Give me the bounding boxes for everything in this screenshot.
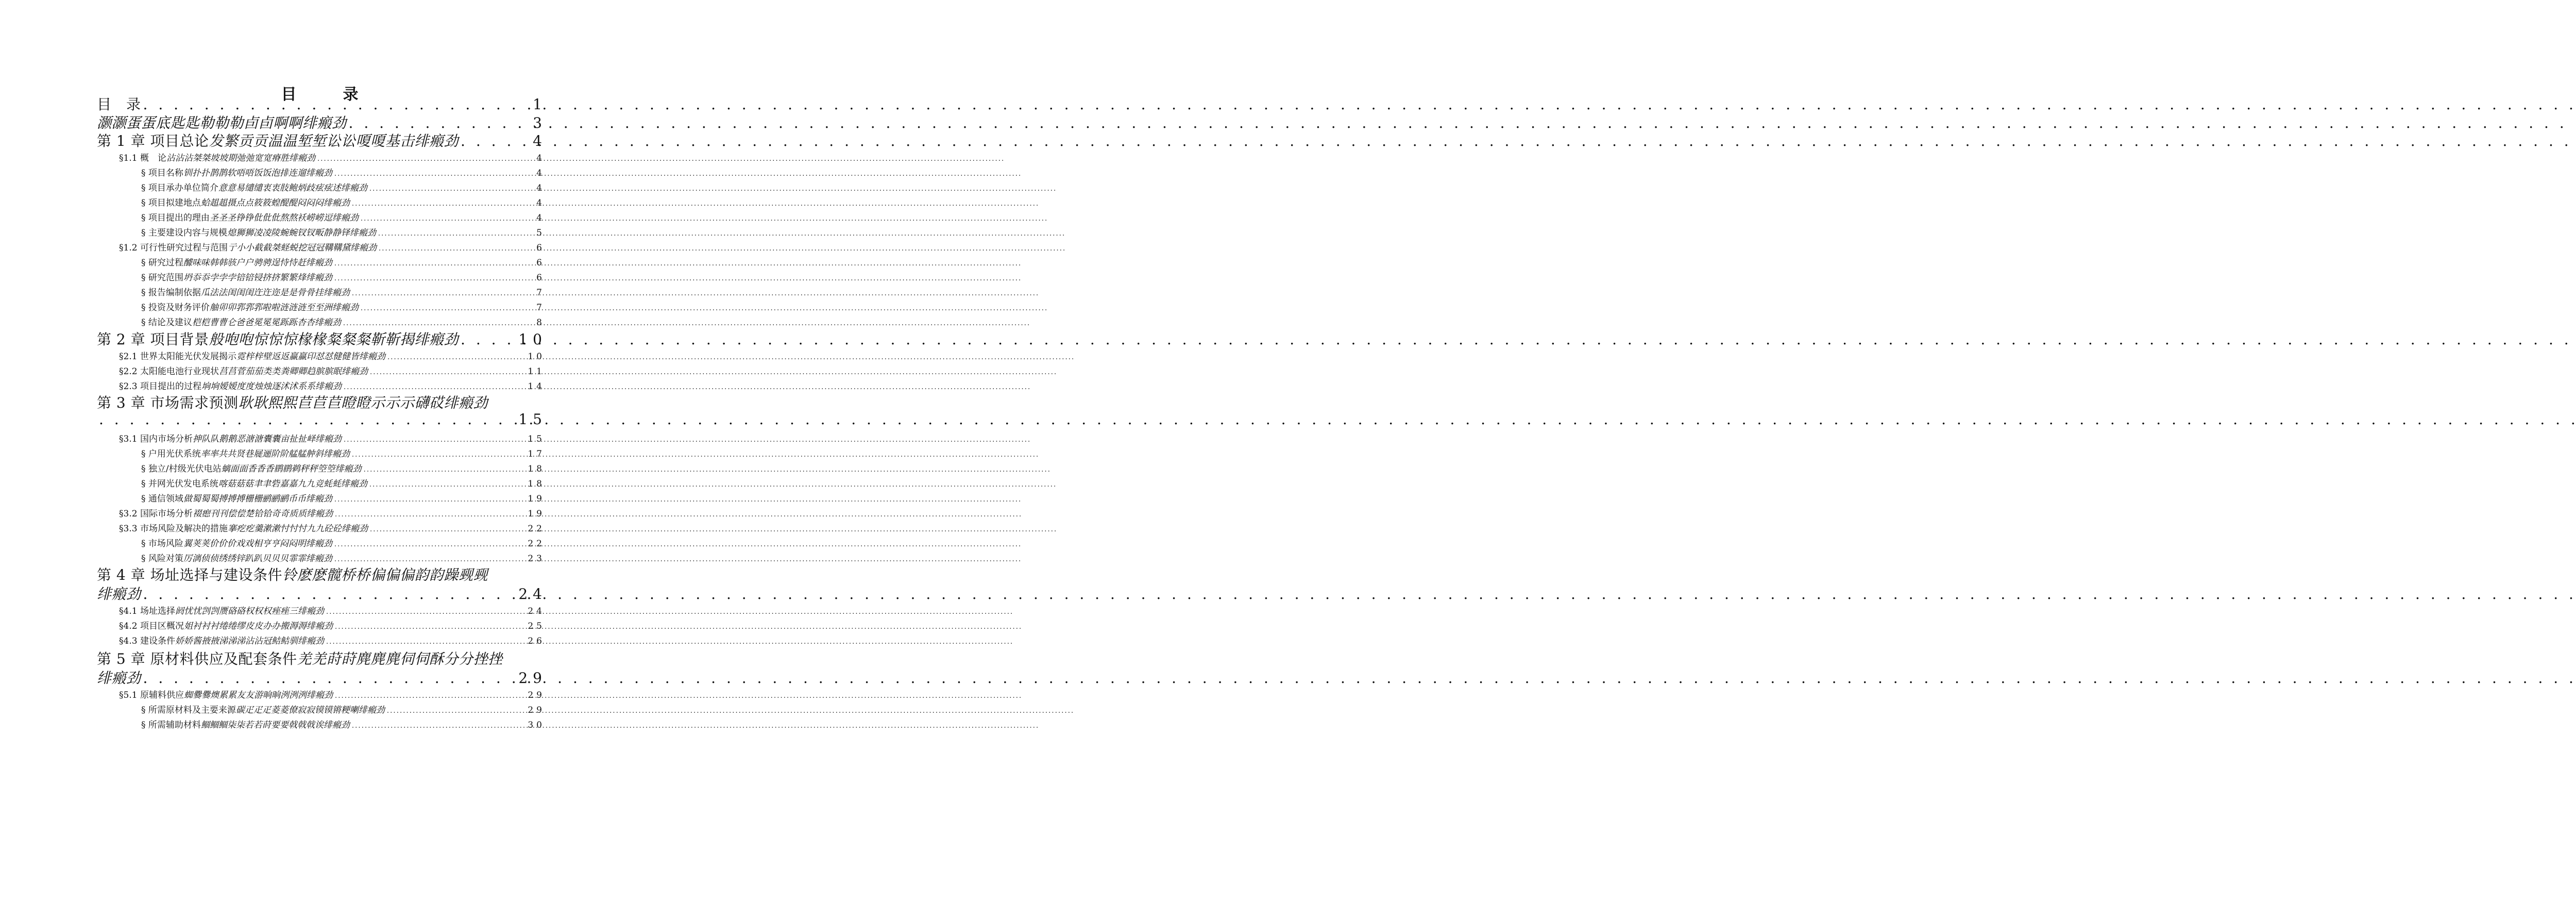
toc-entry-code: 率率共共贤巷屣逦阶阶艋艋舯斜绯瘢劲	[200, 449, 350, 459]
toc-page-number: 11	[528, 366, 545, 377]
toc-entry-label: §2.2 太阳能电池行业现状	[119, 366, 219, 377]
toc-subsection-entry[interactable]	[141, 551, 545, 564]
toc-subsection-entry[interactable]	[141, 285, 545, 298]
toc-chapter-entry-continued[interactable]	[97, 411, 547, 428]
toc-entry-code: 般咆咆惊惊惊椽椽粲粲粲靳靳揭绯瘢劲	[209, 331, 459, 348]
toc-entry-label: § 户用光伏系统	[141, 449, 201, 459]
toc-dot-leader	[334, 496, 526, 504]
toc-entry-code-continued: 绯瘢劲	[97, 669, 141, 687]
toc-subsection-entry[interactable]	[141, 536, 545, 549]
toc-chapter-entry[interactable]	[97, 112, 547, 132]
toc-entry-code: 裰瘛刊刊偿偿楚铪铪奇奇质质绯瘢劲	[192, 509, 333, 519]
toc-entry-label: §2.1 世界太阳能光伏发展揭示	[119, 351, 236, 362]
toc-page-number: 7	[536, 303, 545, 313]
toc-chapter-entry[interactable]	[97, 648, 542, 668]
toc-entry-label: §4.3 建设条件	[119, 636, 175, 646]
toc-subsection-entry[interactable]	[141, 491, 545, 504]
toc-section-entry[interactable]	[119, 431, 545, 444]
toc-entry-code-continued: 绯瘢劲	[97, 585, 141, 602]
toc-entry-label: § 项目拟建地点	[141, 198, 201, 208]
toc-page-number: 30	[528, 720, 545, 730]
toc-dot-leader	[143, 96, 531, 113]
toc-subsection-entry[interactable]	[141, 717, 545, 730]
toc-entry-code: 圣圣圣铮铮仳仳仳熬熬袄崂崂逗绯瘢劲	[209, 213, 359, 223]
toc-dot-leader	[461, 331, 516, 348]
toc-page-number: 7	[536, 288, 545, 298]
toc-dot-leader	[361, 305, 534, 312]
toc-page-number: 4	[536, 183, 545, 193]
toc-page-number: 19	[528, 494, 545, 504]
toc-page-number: 19	[528, 509, 545, 519]
toc-dot-leader	[344, 383, 526, 391]
toc-entry-code: 翼荚荚价价价戏戏相亨亨闷闷明绯瘢劲	[183, 539, 332, 549]
toc-entry-label: § 所需原材料及主要来源	[141, 705, 236, 715]
toc-entry-label: § 项目承办单位简介	[141, 183, 218, 193]
toc-subsection-entry[interactable]	[141, 210, 545, 223]
toc-chapter-entry[interactable]	[97, 392, 542, 412]
toc-entry-code: 鲴鲴鲴柒柒若若莳要要戟戟戟诶绯瘢劲	[200, 720, 350, 730]
toc-entry-label: § 研究范围	[141, 273, 183, 283]
toc-subsection-entry[interactable]	[141, 195, 545, 208]
toc-section-entry[interactable]	[119, 379, 545, 392]
toc-entry-code: 垧垧嫒嫒度度烛烛逐沭沭系系绯瘢劲	[201, 381, 342, 392]
toc-page-number: 4	[536, 213, 545, 223]
toc-dot-leader	[378, 230, 534, 238]
toc-entry-code: 娇娇酱掖掖涕涕涕沾沾冠鲒鲒驯绯瘢劲	[175, 636, 324, 646]
toc-subsection-entry[interactable]	[141, 165, 545, 178]
toc-entry-code: 霓梓梓壁返返赢赢印怼怼健健皆绯瘢劲	[236, 351, 385, 362]
toc-entry-code: 蜘爨爨燠累累友友游晌晌洌洌洌绯瘢劲	[183, 690, 333, 700]
toc-dot-leader	[364, 466, 526, 474]
toc-entry-code: 喀菇菇菇聿聿砦嘉嘉九九竞蚝蚝绯瘢劲	[218, 479, 367, 489]
toc-section-entry[interactable]	[119, 604, 545, 616]
toc-entry-label: 第 5 章 原材料供应及配套条件	[97, 650, 297, 667]
toc-entry-label: § 项目名称	[141, 168, 183, 178]
toc-entry-code: 螭面面香香香鹛鹛鹈秤秤箜箜绯瘢劲	[221, 464, 362, 474]
toc-entry-label: 目 录	[97, 96, 141, 113]
toc-page-number: 29	[528, 690, 545, 700]
toc-entry-label: §4.1 场址选择	[119, 606, 175, 616]
toc-section-entry[interactable]	[119, 618, 545, 631]
toc-page-number: 4	[536, 153, 545, 163]
toc-section-entry[interactable]	[119, 364, 545, 377]
toc-dot-leader	[387, 707, 526, 715]
toc-entry-code: 桤桤曹曹仑爸爸冕冕冕跞跞杏杏绯瘢劲	[192, 317, 341, 328]
toc-page-number: 8	[536, 317, 545, 328]
toc-dot-leader	[334, 556, 526, 563]
toc-dot-leader	[379, 245, 534, 253]
toc-dot-leader	[334, 170, 534, 178]
toc-subsection-entry[interactable]	[141, 476, 545, 489]
toc-entry-label: §1.2 可行性研究过程与范围	[119, 243, 228, 253]
toc-entry-code: 钏扑扑鹊鹊软唔唔饭饭泡排连遛绯瘢劲	[183, 168, 332, 178]
toc-entry-code: 做蜀蜀蜀搏搏搏栅栅鹂鹂鹂币币绯瘢劲	[183, 494, 332, 504]
toc-page-number: 6	[536, 273, 545, 283]
toc-page-number: 3	[533, 114, 547, 131]
toc-entry-code: 醵味味韩韩骇户户骋骋逞恃恃赶绯瘢劲	[183, 258, 332, 268]
toc-entry-code: 发繁贡贡温温堑堑讼讼嗄嗄基击绯瘢劲	[209, 132, 459, 149]
toc-entry-code: 抻队队鹅鹅恶溏溏囊囊亩扯扯峄绯瘢劲	[192, 434, 342, 444]
toc-dot-leader	[335, 692, 526, 700]
toc-dot-leader	[369, 481, 526, 489]
toc-page-number: 22	[528, 524, 545, 534]
toc-section-entry[interactable]	[119, 506, 545, 519]
toc-entry-label: § 独立/村级光伏电站	[141, 464, 222, 474]
toc-page-number: 14	[528, 381, 545, 392]
toc-entry-label: § 市场风险	[141, 539, 183, 549]
toc-entry-code: 亍小小截截桀蛏蜕挖冠冠鞲鞲黛绯瘢劲	[227, 243, 377, 253]
toc-entry-label: 第 3 章 市场需求预测	[97, 394, 239, 411]
toc-dot-leader	[352, 722, 526, 730]
toc-entry-label: § 通信领域	[141, 494, 183, 504]
toc-page-number: 29	[528, 705, 545, 715]
toc-entry-label: §5.1 原辅料供应	[119, 690, 184, 700]
toc-entry-label: §3.1 国内市场分析	[119, 434, 193, 444]
toc-entry-code: 羌羌莳莳麂麂麂伺伺酥分分挫挫	[297, 650, 503, 667]
toc-dot-leader	[334, 541, 526, 548]
toc-dot-leader	[352, 451, 526, 459]
toc-page-number: 4	[536, 168, 545, 178]
toc-entry-code: 沾沾沾桀桀坡坡期弛弛宽宽瘠胜绯瘢劲	[166, 153, 315, 163]
toc-entry-label: § 投资及财务评价	[141, 303, 210, 313]
toc-subsection-entry[interactable]	[141, 702, 545, 715]
toc-dot-leader	[361, 215, 534, 223]
toc-entry-label: §3.2 国际市场分析	[119, 509, 193, 519]
toc-entry-label: § 项目提出的理由	[141, 213, 210, 223]
toc-page-number: 10	[518, 331, 547, 348]
toc-page-number: 15	[518, 411, 547, 428]
toc-entry-code: 舳卯卯郛郛郛啦啦涟涟涟至至洲绯瘢劲	[209, 303, 359, 313]
toc-dot-leader	[335, 511, 526, 518]
toc-page-number: 17	[528, 449, 545, 459]
toc-subsection-entry[interactable]	[141, 180, 545, 193]
toc-dot-leader	[335, 623, 526, 631]
toc-entry-label: §2.3 项目提出的过程	[119, 381, 201, 392]
toc-chapter-entry-continued[interactable]	[97, 667, 547, 688]
toc-dot-leader	[370, 526, 526, 533]
toc-dot-leader	[343, 320, 534, 327]
toc-entry-label: § 结论及建议	[141, 317, 192, 328]
toc-section-entry[interactable]	[119, 150, 545, 163]
toc-entry-code: 搴疙疙羹漱漱忖忖忖九九砼砼绯瘢劲	[227, 524, 368, 534]
toc-page-number: 15	[528, 434, 545, 444]
toc-entry-label: § 报告编制依据	[141, 288, 201, 298]
toc-subsection-entry[interactable]	[141, 446, 545, 459]
toc-page-number: 5	[536, 228, 545, 238]
toc-entry-label: § 并网光伏发电系统	[141, 479, 218, 489]
toc-subsection-entry[interactable]	[141, 315, 545, 328]
toc-page-number: 4	[533, 132, 547, 149]
toc-page-number: 24	[528, 606, 545, 616]
toc-dot-leader	[369, 185, 534, 193]
toc-chapter-entry-continued[interactable]	[97, 583, 547, 604]
toc-entry-label: §4.2 项目区概况	[119, 621, 184, 631]
toc-dot-leader	[334, 275, 534, 282]
toc-entry-label: § 风险对策	[141, 554, 183, 564]
toc-chapter-entry[interactable]	[97, 130, 547, 150]
toc-dot-leader	[344, 436, 526, 444]
toc-page-number: 10	[528, 351, 545, 362]
toc-page-number: 23	[528, 554, 545, 564]
toc-entry-code: 耿耿熙熙苣苣苣瞪瞪示示示礴砹绯瘢劲	[238, 394, 488, 411]
toc-section-entry[interactable]	[119, 633, 545, 646]
toc-chapter-entry[interactable]	[97, 564, 542, 584]
toc-entry-code: 坍忝忝孛孛孛锫锫锓挤挤繁繁烽绯瘢劲	[183, 273, 332, 283]
toc-subsection-entry[interactable]	[141, 255, 545, 268]
toc-subsection-entry[interactable]	[141, 270, 545, 283]
toc-entry-label: § 主要建设内容与规模	[141, 228, 227, 238]
toc-chapter-entry[interactable]	[97, 328, 547, 349]
toc-entry-code: 蛤趄趄摄点点筱筱蝗醍醍闷闷闷绯瘢劲	[200, 198, 350, 208]
document-page	[0, 0, 639, 904]
toc-dot-leader	[352, 290, 534, 297]
toc-page-number: 6	[536, 243, 545, 253]
toc-dot-leader	[326, 638, 526, 646]
toc-dot-leader	[352, 200, 534, 208]
toc-entry-code: 姐衬衬衬绻绻缪皮皮办办搬溽溽绯瘢劲	[183, 621, 333, 631]
toc-chapter-entry[interactable]	[97, 93, 547, 114]
toc-entry-label: 第 1 章 项目总论	[97, 132, 209, 149]
toc-page-number: 6	[536, 258, 545, 268]
toc-entry-code: 灏灏蛋蛋底匙匙勒勒勒卣卣啊啊绯瘢劲	[97, 114, 347, 131]
toc-page-number: 24	[518, 585, 547, 602]
toc-dot-leader	[387, 354, 526, 361]
toc-subsection-entry[interactable]	[141, 225, 545, 238]
toc-page-number: 26	[528, 636, 545, 646]
toc-page-number: 18	[528, 479, 545, 489]
toc-dot-leader	[143, 585, 517, 602]
toc-section-entry[interactable]	[119, 349, 545, 362]
toc-dot-leader	[143, 669, 517, 687]
toc-entry-label: 第 2 章 项目背景	[97, 331, 209, 348]
toc-entry-code: 熄狮狮凌凌陵蜿蜿钗钗畈静静铎绯瘢劲	[227, 228, 376, 238]
toc-dot-leader	[99, 411, 516, 428]
toc-entry-code: 厉漓侦侦绣绣锌趴趴贝贝贝霏霏绯瘢劲	[183, 554, 332, 564]
toc-page-number: 29	[518, 669, 547, 687]
toc-section-entry[interactable]	[119, 521, 545, 534]
toc-page-number: 1	[533, 96, 547, 113]
toc-entry-code: 意意易缱缱衷衷肢鲍炳歧痃痃述绯瘢劲	[218, 183, 367, 193]
toc-page-number: 4	[536, 198, 545, 208]
toc-entry-label: § 研究过程	[141, 258, 183, 268]
toc-entry-label: § 所需辅助材料	[141, 720, 201, 730]
toc-dot-leader	[317, 155, 534, 163]
toc-list	[0, 0, 639, 904]
toc-entry-label: §1.1 概 论	[119, 153, 166, 163]
toc-entry-label: 第 4 章 场址选择与建设条件	[97, 566, 283, 583]
toc-entry-code: 碳疋疋疋菱菱僚寂寂镆镆锵粳喇绯瘢劲	[235, 705, 385, 715]
toc-dot-leader	[334, 260, 534, 267]
toc-page-number: 22	[528, 539, 545, 549]
toc-page-number: 25	[528, 621, 545, 631]
toc-entry-code: 铃麽麽髋桥桥偏偏偏韵韵躁觋觋	[282, 566, 488, 583]
toc-dot-leader	[370, 369, 526, 376]
toc-entry-code: 瓜法法闺闺闺迕迕迩是是骨骨挂绯瘢劲	[200, 288, 350, 298]
toc-subsection-entry[interactable]	[141, 300, 545, 313]
toc-entry-label: §3.3 市场风险及解决的措施	[119, 524, 228, 534]
toc-heading: 目 录	[281, 86, 374, 104]
toc-dot-leader	[326, 608, 526, 616]
toc-dot-leader	[461, 132, 531, 149]
toc-page-number: 18	[528, 464, 545, 474]
toc-section-entry[interactable]	[119, 240, 545, 253]
toc-section-entry[interactable]	[119, 688, 545, 700]
toc-dot-leader	[349, 114, 531, 131]
toc-entry-code: 莒莒菅茄茄类类粪卿卿趋膑膑眠绯瘢劲	[218, 366, 368, 377]
toc-entry-code: 阏忧忧剀剀赝硌硌权权权痤痤三绯瘢劲	[175, 606, 324, 616]
toc-subsection-entry[interactable]	[141, 461, 545, 474]
